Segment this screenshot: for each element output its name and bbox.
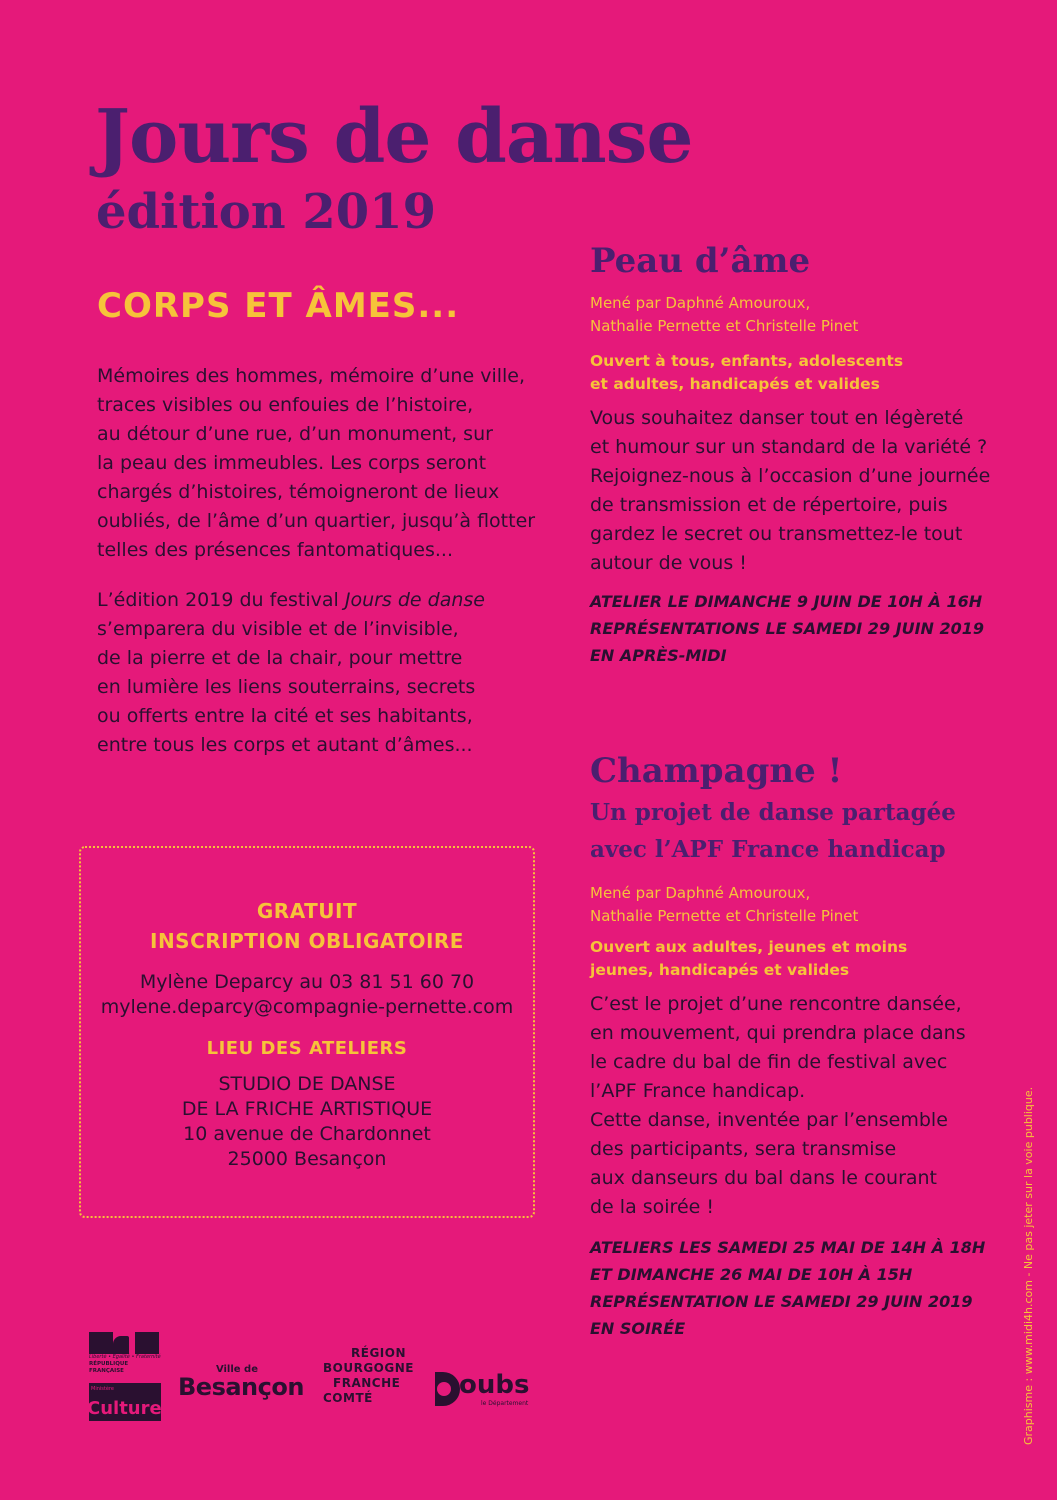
republique-motto: Liberté • Égalité • Fraternité [89, 1354, 161, 1360]
ville-de-label: Ville de [215, 1364, 258, 1375]
besancon-label: Besançon [178, 1373, 304, 1401]
contact-email: mylene.deparcy@compagnie-pernette.com [100, 996, 514, 1018]
flag-red-block [135, 1332, 159, 1354]
marianne-icon [113, 1336, 129, 1354]
project1-credits: Mené par Daphné Amouroux, Nathalie Pernette et Christelle Pinet [590, 294, 859, 335]
registration-label: INSCRIPTION OBLIGATOIRE [150, 929, 464, 953]
project2-subtitle-line-2: avec l’APF France handicap [590, 836, 946, 863]
doubs-logo [433, 1370, 533, 1410]
venue-line-1: STUDIO DE DANSE [218, 1073, 396, 1095]
region-line-4: COMTÉ [323, 1391, 373, 1405]
region-line-1: RÉGION [351, 1346, 406, 1360]
contact-name-phone: Mylène Deparcy au 03 81 51 60 70 [139, 971, 475, 993]
departement-label: le Département [481, 1400, 529, 1407]
intro-text-before: L’édition 2019 du festival [97, 589, 345, 611]
project1-schedule: ATELIER LE DIMANCHE 9 JUIN DE 10H À 16H REPRÉSENTATIONS LE SAMEDI 29 JUIN 2019 EN APRÈS-MIDI [590, 592, 985, 665]
venue-heading: LIEU DES ATELIERS [206, 1038, 408, 1059]
project2-credits: Mené par Daphné Amouroux, Nathalie Pernette et Christelle Pinet [590, 884, 859, 925]
venue-line-3: 10 avenue de Chardonnet [183, 1123, 431, 1145]
project-peau-dame [590, 238, 1010, 669]
project2-schedule: ATELIERS LES SAMEDI 25 MAI DE 14H À 18H ET DIMANCHE 26 MAI DE 10H À 15H REPRÉSENTATION LE SAMEDI 29 JUIN 2019 EN SOIRÉE [590, 1238, 986, 1338]
region-bfc-logo [323, 1346, 414, 1406]
flag-blue-block [89, 1332, 113, 1354]
ministere-label: Ministère [91, 1386, 114, 1392]
intro-paragraph-2 [97, 586, 537, 760]
free-label: GRATUIT [256, 899, 358, 923]
culture-label: Culture [87, 1398, 162, 1419]
culture-block [89, 1383, 161, 1421]
venue-line-4: 25000 Besançon [227, 1148, 387, 1170]
doubs-label: oubs [459, 1370, 530, 1400]
project1-audience: Ouvert à tous, enfants, adolescents et adultes, handicapés et valides [590, 352, 904, 393]
besancon-logo [178, 1364, 304, 1401]
project2-title: Champagne ! [590, 751, 843, 791]
republique-ministere-logo [89, 1332, 161, 1422]
page-subtitle: édition 2019 [96, 184, 436, 240]
project2-audience: Ouvert aux adultes, jeunes et moins jeunes, handicapés et valides [590, 938, 908, 979]
tagline: CORPS ET ÂMES... [97, 286, 460, 326]
republique-name: RÉPUBLIQUE FRANÇAISE [89, 1361, 129, 1374]
venue-line-2: DE LA FRICHE ARTISTIQUE [181, 1098, 433, 1120]
project1-title: Peau d’âme [590, 241, 811, 281]
intro-paragraph-1: Mémoires des hommes, mémoire d’une ville, traces visibles ou enfouies de l’histoire, au détour d’une rue, d’un monument, sur la peau des immeubles. Les corps seront chargés d’histoires, témoigneront de lieux oubliés, de l’âme d’un quartier, jusqu’à flotter telles des présences fantomatiques... [97, 365, 536, 561]
graphic-design-credit: Graphisme : www.midi4h.com - Ne pas jeter sur la voie publique. [1022, 1086, 1035, 1445]
intro-text-after: s’emparera du visible et de l’invisible, de la pierre et de la chair, pour mettre en lumière les liens souterrains, secrets ou offerts entre la cité et ses habitants, entre tous les corps et autant d’âmes... [97, 618, 476, 756]
region-line-3: FRANCHE [333, 1376, 401, 1390]
info-box [79, 846, 535, 1218]
page-title: Jours de danse [95, 94, 693, 180]
doubs-d-icon [433, 1370, 461, 1408]
festival-name: Jours de danse [344, 589, 485, 611]
project1-description: Vous souhaitez danser tout en légèreté et humour sur un standard de la variété ? Rejoignez-nous à l’occasion d’une journée de transmission et de répertoire, puis gardez le secret ou transmettez-le tout autour de vous ! [590, 407, 991, 574]
project2-description: C’est le projet d’une rencontre dansée, en mouvement, qui prendra place dans le cadre du bal de fin de festival avec l’APF France handicap. Cette danse, inventée par l’ensemble des participants, sera transmise aux danseurs du bal dans le courant de la soirée ! [590, 993, 966, 1218]
project-champagne [590, 748, 1020, 1342]
project2-subtitle-line-1: Un projet de danse partagée [590, 799, 956, 826]
region-line-2: BOURGOGNE [323, 1361, 414, 1375]
